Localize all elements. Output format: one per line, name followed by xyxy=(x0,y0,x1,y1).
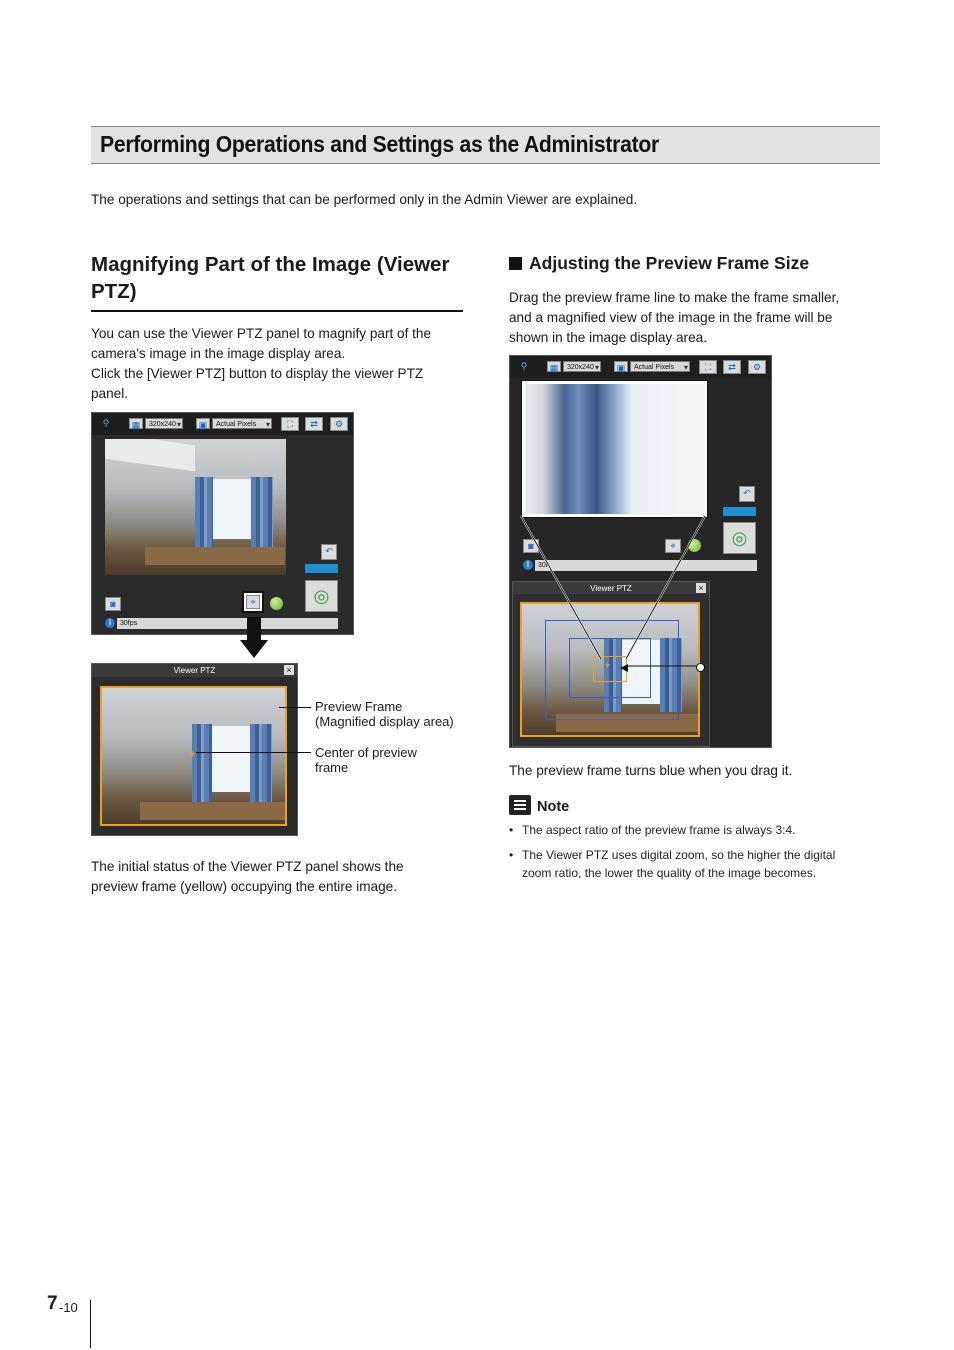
intro-text: The operations and settings that can be performed only in the Admin Viewer are explained. xyxy=(91,192,638,207)
viewer-ptz-icon[interactable]: ⌖ xyxy=(665,539,681,553)
indicator-bar xyxy=(305,564,338,573)
viewer-screenshot-left xyxy=(91,412,354,635)
center-marker-icon: + xyxy=(189,749,196,761)
settings-icon[interactable]: ⚙ xyxy=(330,417,348,431)
viewer-toolbar xyxy=(92,413,353,435)
text-line: You can use the Viewer PTZ panel to magnify part of the xyxy=(91,326,432,341)
camera-link-icon[interactable]: ⚲ xyxy=(102,418,110,428)
info-icon[interactable]: i xyxy=(523,560,533,570)
target-icon[interactable]: ◎ xyxy=(305,580,338,612)
size-select[interactable]: 320x240 ▾ xyxy=(145,418,183,429)
right-heading-text: Adjusting the Preview Frame Size xyxy=(529,253,810,273)
status-bar: 30f xyxy=(535,560,757,571)
center-marker-icon: + xyxy=(605,660,611,670)
viewer-ptz-icon[interactable]: ⌖ xyxy=(246,595,260,609)
note-icon xyxy=(509,795,531,815)
text-line: preview frame (yellow) occupying the entire image. xyxy=(91,879,397,894)
left-paragraph xyxy=(91,324,463,404)
text-line: shown in the image display area. xyxy=(509,330,707,345)
left-closing-paragraph xyxy=(91,857,463,897)
size-icon: ▦ xyxy=(547,361,561,372)
callout-center xyxy=(315,745,417,775)
note-line: zoom ratio, the lower the quality of the image becomes. xyxy=(522,866,817,880)
callout-preview-frame xyxy=(315,699,454,729)
after-image-text: The preview frame turns blue when you drag it. xyxy=(509,763,793,778)
status-light-icon xyxy=(270,597,283,610)
view-select[interactable]: Actual Pixels ▾ xyxy=(212,418,272,429)
curtain-left xyxy=(195,477,213,549)
viewer-ptz-panel-left xyxy=(91,663,298,836)
status-bar: 30fps xyxy=(117,618,338,629)
left-heading xyxy=(91,251,463,312)
switch-icon[interactable]: ⇄ xyxy=(305,417,323,431)
curtain-right xyxy=(251,477,273,549)
callout-line-center xyxy=(196,752,311,753)
note-item xyxy=(522,846,882,882)
ptz-panel-title: Viewer PTZ xyxy=(173,666,216,675)
info-icon[interactable]: i xyxy=(105,618,115,628)
snapshot-icon[interactable]: ◙ xyxy=(523,539,539,553)
close-icon[interactable]: × xyxy=(284,665,294,675)
settings-icon[interactable]: ⚙ xyxy=(748,360,766,374)
right-paragraph xyxy=(509,288,881,348)
text-line: Click the [Viewer PTZ] button to display the viewer PTZ xyxy=(91,366,424,381)
callout-text: Center of preview xyxy=(315,745,417,760)
ptz-icon[interactable]: ↶ xyxy=(739,486,755,502)
close-icon[interactable]: × xyxy=(696,583,706,593)
ptz-panel-titlebar xyxy=(92,664,297,677)
down-arrow-icon xyxy=(240,640,268,658)
fullscreen-icon[interactable]: ⛶ xyxy=(699,360,717,374)
size-select[interactable]: 320x240 ▾ xyxy=(563,361,601,372)
text-line: panel. xyxy=(91,386,129,401)
pointer-dot-icon xyxy=(696,663,705,672)
left-heading-text: Magnifying Part of the Image (Viewer PTZ) xyxy=(91,253,450,303)
note-line: • The Viewer PTZ uses digital zoom, so the higher the digital xyxy=(522,848,836,862)
camera-image xyxy=(105,439,286,575)
camera-link-icon[interactable]: ⚲ xyxy=(520,361,528,371)
view-select[interactable]: Actual Pixels ▾ xyxy=(630,361,690,372)
magnification-lines xyxy=(509,355,770,746)
callout-text: Preview Frame xyxy=(315,699,403,714)
ceiling-unit xyxy=(105,439,195,471)
view-mode-icon: ▣ xyxy=(196,418,210,429)
chapter-number: 7 xyxy=(47,1293,58,1314)
callout-text: frame xyxy=(315,760,349,775)
viewer-ptz-button-highlight[interactable] xyxy=(242,591,264,613)
text-line: camera's image in the image display area. xyxy=(91,346,346,361)
text-line: The initial status of the Viewer PTZ panel shows the xyxy=(91,859,404,874)
section-title: Performing Operations and Settings as the Administrator xyxy=(100,131,659,157)
target-icon[interactable]: ◎ xyxy=(723,522,756,554)
note-item: • The aspect ratio of the preview frame is always 3:4. xyxy=(522,821,795,839)
callout-text: (Magnified display area) xyxy=(315,714,454,729)
right-heading xyxy=(509,253,809,274)
text-line: and a magnified view of the image in the frame will be xyxy=(509,310,833,325)
snapshot-icon[interactable]: ◙ xyxy=(105,597,121,611)
fullscreen-icon[interactable]: ⛶ xyxy=(281,417,299,431)
page-number: -10 xyxy=(59,1300,78,1315)
note-label: Note xyxy=(537,799,570,815)
arrow-shaft xyxy=(247,617,261,641)
size-icon: ▦ xyxy=(129,418,143,429)
ptz-icon[interactable]: ↶ xyxy=(321,544,337,560)
square-bullet-icon xyxy=(509,257,522,270)
pointer-arrow-icon xyxy=(620,664,628,672)
switch-icon[interactable]: ⇄ xyxy=(723,360,741,374)
view-mode-icon: ▣ xyxy=(614,361,628,372)
section-title-bar xyxy=(91,126,880,164)
callout-line-frame xyxy=(279,707,311,708)
ptz-panel-title: Viewer PTZ xyxy=(590,584,632,593)
text-line: Drag the preview frame line to make the frame smaller, xyxy=(509,290,840,305)
table xyxy=(145,547,285,565)
note-heading xyxy=(509,795,569,815)
footer-rule xyxy=(90,1300,91,1348)
